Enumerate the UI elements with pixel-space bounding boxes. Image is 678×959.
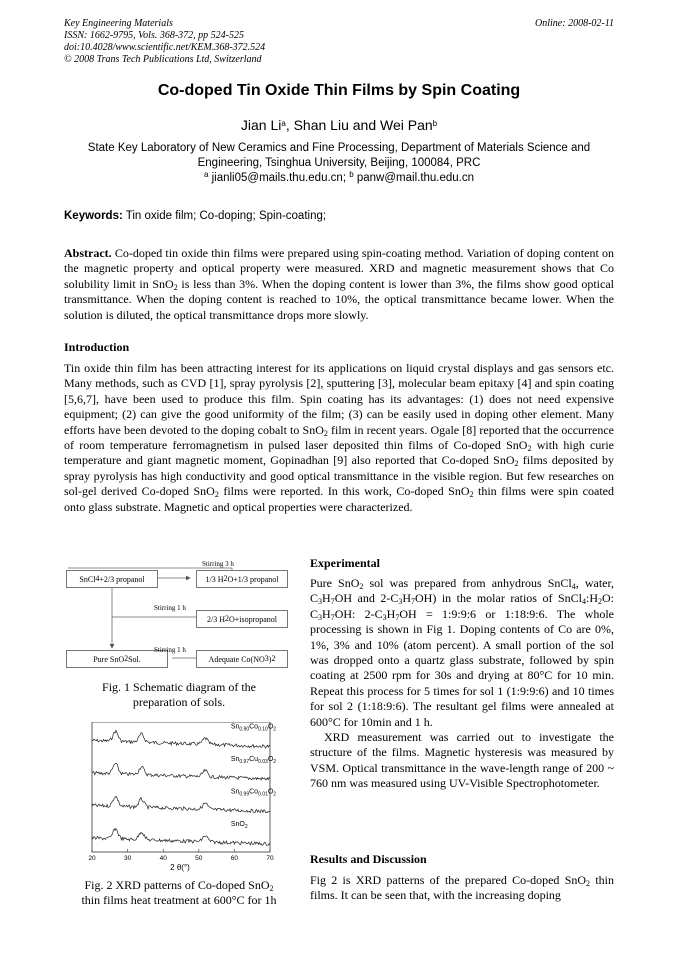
- box1-text: SnCl: [79, 574, 96, 584]
- paper-title: Co-doped Tin Oxide Thin Films by Spin Coating: [157, 82, 521, 99]
- stir-label-1: Stirring 3 h: [202, 560, 234, 568]
- exp-text: OH = 1:9:9:6 or 1:18:9:6. The whole processing is shown in Fig 1. Doping contents of Co are 0%, 1%, 3% and 10% (atom percent). A small portion of the sol was dropped onto a quartz glass substrate, followed by spin coating at 2500 rpm for 30s and drying at 80°C for 10 min. Repeat this process for 5 times for sol 1 (1:9:9:6) and 10 times for sol 2 (1:18:9:6). The resultant gel films were annealed at 600°C for 10min and 1 h.: [310, 606, 614, 729]
- intro-text-6: thin films were spin coated onto glass substrate. Magnetic and optical properties were characterized.: [64, 484, 614, 514]
- introduction-heading: Introduction: [64, 340, 130, 354]
- intro-sub: 2: [214, 490, 219, 500]
- box3-text-2: O+isopropanol: [228, 614, 278, 624]
- xrd-series-line: [92, 829, 270, 846]
- intro-sub: 2: [527, 444, 532, 454]
- figure-2-chart: [80, 722, 280, 872]
- author-2-3: , Shan Liu and Wei Pan: [285, 117, 433, 133]
- exp-text: , water, C: [310, 576, 614, 606]
- flow-box-pure-sol: Pure SnO 2 Sol.: [66, 650, 168, 668]
- intro-sub: 2: [323, 428, 328, 438]
- figure-2-caption: [66, 878, 292, 908]
- box2-text: 1/3 H: [205, 574, 224, 584]
- keywords: [64, 210, 326, 222]
- flow-box-water-isopropanol: 2/3 H 2 O+isopropanol: [196, 610, 288, 628]
- flow-box-water-propanol: 1/3 H 2 O+1/3 propanol: [196, 570, 288, 588]
- series-label: $Sn_{0.99}Co_{0.01}O_2$: [230, 788, 277, 798]
- author-3-mark: b: [432, 119, 438, 128]
- exp-text: H: [322, 591, 331, 606]
- box1-text-2: +2/3 propanol: [99, 574, 145, 584]
- doi-line: doi:10.4028/www.scientific.net/KEM.368-372.524: [64, 42, 266, 53]
- exp-text: :H: [585, 591, 598, 606]
- email-b-mark: b: [349, 170, 354, 179]
- abstract-text-2: is less than 3%. When the doping content is lower than 3%, the films show good optical transmittance. When the doping content is reached to 10%, the optical transmittance became lower. When the solution is diluted, the optical transmittance drops more slowly.: [64, 276, 614, 322]
- email-a[interactable]: jianli05@mails.thu.edu.cn;: [208, 172, 350, 184]
- exp-text: H: [386, 606, 396, 621]
- box2-text-2: O+1/3 propanol: [227, 574, 279, 584]
- author-1: Jian Li: [240, 117, 282, 133]
- fig2-caption-2: thin films heat treatment at 600°C for 1h: [81, 893, 277, 907]
- exp-paragraph-2: XRD measurement was carried out to investigate the structure of the films. Magnetic hysteresis was measured by VSM. Optical transmittance in the wave-length range of 200 ~ 760 nm was measured using UV-Visible Spectrophotometer.: [310, 730, 614, 791]
- x-tick-label: 30: [123, 855, 132, 862]
- x-tick-label: 50: [195, 855, 203, 862]
- xrd-series-line: [92, 730, 270, 748]
- exp-sub: 2: [359, 582, 364, 591]
- flow-box-sncl4: SnCl 4 +2/3 propanol: [66, 570, 158, 588]
- box5-text-2: ): [268, 654, 272, 664]
- exp-sub: 4: [571, 582, 576, 591]
- running-header: [64, 18, 265, 66]
- x-axis-label: 2 θ(°): [170, 863, 190, 872]
- intro-text-1: Tin oxide thin film has been attracting interest for its applications on liquid crystal displays and gas sensors etc. Many methods, such as CVD [1], spray pyrolysis [2], sputtering [3], molecular beam epitaxy [4] and spin coating [5,6,7], have been used to produce this film. Spin coating has its advantages: (1) does not need expensive equipment; (2) can give the good uniformity of the film; (3) can be easily used in doping other element. Many efforts have been devoted to the doping cobalt to SnO: [64, 361, 614, 437]
- exp-text: OH: 2-C: [334, 606, 383, 621]
- x-tick-label: 20: [88, 855, 96, 862]
- intro-text-5: films were reported. In this work, Co-doped SnO: [218, 484, 470, 499]
- series-label: $Sn_{0.97}Cu_{0.03}O_2$: [230, 756, 277, 765]
- series-label: SnO$_2$: [230, 821, 248, 830]
- email-a-mark: a: [203, 170, 209, 179]
- keywords-label: Keywords:: [64, 210, 123, 222]
- exp-sub: 3: [318, 612, 323, 622]
- series-label: $Sn_{0.90}Co_{0.10}O_2$: [230, 723, 277, 733]
- abstract: [64, 246, 614, 323]
- author-1-mark: a: [281, 119, 286, 128]
- results-text: [310, 873, 614, 904]
- exp-sub: 3: [382, 612, 387, 622]
- exp-sub: 7: [330, 597, 335, 607]
- author-list: [0, 117, 678, 133]
- author-emails: [0, 172, 678, 184]
- box4-text-2: Sol.: [128, 654, 141, 664]
- fig2-caption-sub: 2: [269, 884, 274, 893]
- exp-text: Pure SnO: [310, 576, 360, 590]
- results-text-1: Fig 2 is XRD patterns of the prepared Co-doped SnO: [310, 873, 587, 887]
- email-b[interactable]: panw@mail.thu.edu.cn: [353, 172, 475, 184]
- stir-label-3: Stirring 1 h: [154, 646, 186, 654]
- intro-text-2: film in recent years. Ogale [8] reported that the occurrence of room temperature ferromagnetism in pulsed laser deposited thin films of Co-doped SnO: [64, 422, 615, 453]
- figure-1-caption: Fig. 1 Schematic diagram of the preparation of sols.: [102, 680, 256, 709]
- box3-text: 2/3 H: [206, 614, 225, 624]
- copyright-line: © 2008 Trans Tech Publications Ltd, Switzerland: [64, 54, 262, 65]
- exp-text: OH and 2-C: [334, 591, 399, 606]
- exp-text: H: [402, 591, 412, 606]
- results-text-2: thin films. It can be seen that, with the increasing doping: [310, 873, 614, 903]
- intro-text-3: with high curie temperature and giant magnetic moment, Gopinadhan [9] also reported that Co-doped SnO: [64, 438, 614, 468]
- affiliation: State Key Laboratory of New Ceramics and Fine Processing, Department of Materials Science and Engineering, Tsinghua University, Beijing, 100084, PRC: [87, 142, 591, 169]
- results-sub: 2: [586, 879, 591, 888]
- xrd-series-line: [92, 796, 270, 813]
- x-tick-label: 60: [230, 855, 239, 862]
- exp-text: H: [322, 606, 331, 621]
- exp-sub: 4: [581, 597, 586, 607]
- journal-name: Key Engineering Materials: [64, 18, 173, 29]
- abstract-label: Abstract.: [64, 246, 112, 260]
- exp-sub: 7: [395, 612, 400, 622]
- plot-frame: [92, 722, 270, 852]
- figure-1-diagram: [62, 560, 292, 680]
- abstract-sub: 2: [173, 282, 178, 292]
- experimental-text: [310, 576, 614, 792]
- exp-sub: 7: [411, 597, 416, 607]
- box5-text: Adequate Co(NO: [208, 654, 265, 664]
- box4-text: Pure SnO: [93, 654, 125, 664]
- issn-line: ISSN: 1662-9795, Vols. 368-372, pp 524-525: [64, 30, 244, 41]
- keywords-text: Tin oxide film; Co-doping; Spin-coating;: [122, 210, 327, 222]
- introduction-text: [64, 361, 614, 515]
- x-tick-label: 70: [266, 855, 274, 862]
- exp-sub: 3: [398, 597, 403, 607]
- online-date: Online: 2008-02-11: [535, 18, 614, 29]
- intro-sub: 2: [469, 490, 474, 500]
- intro-text-4: films deposited by spray pyrolysis has high conductivity and good optical transmittance in the visible region. But few researches on sol-gel derived Co-doped SnO: [64, 453, 614, 499]
- flow-box-cobalt-nitrate: Adequate Co(NO 3 ) 2: [196, 650, 288, 668]
- fig2-caption-1: Fig. 2 XRD patterns of Co-doped SnO: [84, 878, 270, 892]
- stir-label-2: Stirring 1 h: [154, 604, 186, 612]
- exp-sub: 3: [318, 597, 323, 607]
- abstract-text-1: Co-doped tin oxide thin films were prepared using spin-coating method. Variation of doping content on the magnetic property and optical property were measured. XRD and magnetic measurement shows that Co solubility limit in SnO: [64, 246, 614, 291]
- xrd-series-line: [92, 763, 270, 780]
- exp-text: sol was prepared from anhydrous SnCl: [363, 576, 572, 590]
- exp-sub: 7: [330, 612, 335, 622]
- experimental-heading: Experimental: [310, 556, 380, 570]
- results-heading: Results and Discussion: [310, 852, 427, 866]
- xrd-plot: [80, 722, 280, 872]
- exp-sub: 2: [597, 597, 602, 607]
- exp-text: O: C: [310, 591, 614, 621]
- x-tick-label: 40: [159, 855, 167, 862]
- exp-text: OH) in the molar ratios of SnCl: [415, 591, 582, 606]
- intro-sub: 2: [514, 459, 519, 469]
